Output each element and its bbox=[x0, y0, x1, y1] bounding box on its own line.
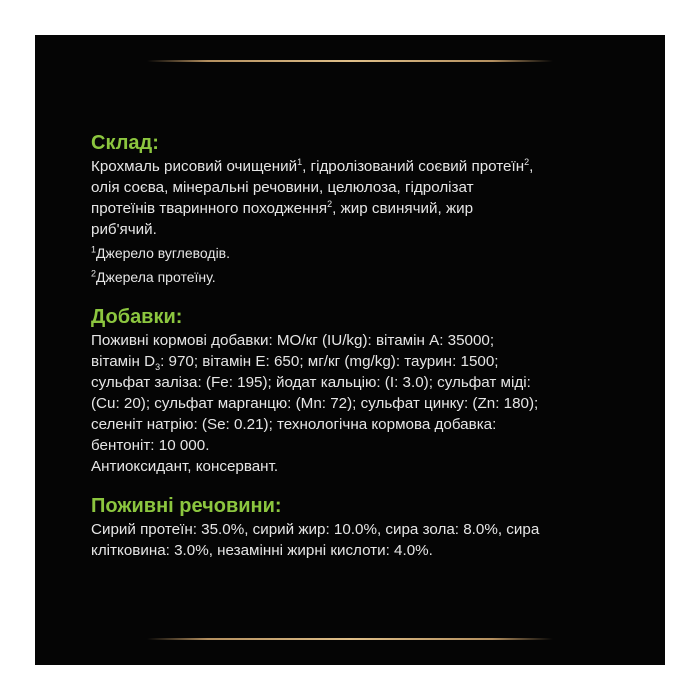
composition-text: , гідролізований соєвий протеїн bbox=[302, 158, 525, 175]
bottom-divider bbox=[147, 638, 553, 640]
composition-line-4: риб'ячий. bbox=[91, 221, 157, 238]
nutrients-section bbox=[91, 494, 631, 561]
footnote-ref: 2 bbox=[327, 198, 333, 209]
footnote-1 bbox=[91, 243, 631, 264]
additives-line-2 bbox=[91, 351, 631, 372]
composition-text: протеїнів тваринного походження bbox=[91, 200, 328, 217]
footnote-mark: 2 bbox=[91, 268, 97, 279]
additives-line-6: бентоніт: 10 000. bbox=[91, 437, 210, 454]
footnote-text: Джерело вуглеводів. bbox=[96, 245, 231, 261]
top-divider bbox=[147, 60, 553, 62]
nutrients-line-2: клітковина: 3.0%, незамінні жирні кислоти: 4.0%. bbox=[91, 542, 433, 559]
composition-line-1 bbox=[91, 156, 631, 177]
additives-section bbox=[91, 305, 631, 477]
composition-line-2: олія соєва, мінеральні речовини, целюлоза, гідролізат bbox=[91, 179, 474, 196]
footnote-ref: 1 bbox=[297, 156, 303, 167]
composition-section bbox=[91, 131, 631, 288]
composition-text: , bbox=[529, 158, 534, 175]
additives-line-4: (Cu: 20); сульфат марганцю: (Mn: 72); сульфат цинку: (Zn: 180); bbox=[91, 395, 539, 412]
additives-line-1: Поживні кормові добавки: МО/кг (IU/kg): вітамін А: 35000; bbox=[91, 332, 495, 349]
nutrients-line-1: Сирий протеїн: 35.0%, сирий жир: 10.0%, сира зола: 8.0%, сира bbox=[91, 521, 540, 538]
label-content bbox=[91, 131, 631, 578]
composition-text: Крохмаль рисовий очищений bbox=[91, 158, 298, 175]
footnote-2 bbox=[91, 267, 631, 288]
additives-line-5: селеніт натрію: (Se: 0.21); технологічна кормова добавка: bbox=[91, 416, 497, 433]
nutrients-heading: Поживні речовини: bbox=[91, 495, 282, 517]
additives-text: вітамін D bbox=[91, 353, 156, 370]
additives-heading: Добавки: bbox=[91, 306, 183, 328]
additives-line-7: Антиоксидант, консервант. bbox=[91, 458, 279, 475]
footnote-mark: 1 bbox=[91, 244, 97, 255]
additives-text: : 970; вітамін Е: 650; мг/кг (mg/kg): таурин: 1500; bbox=[160, 353, 499, 370]
footnote-text: Джерела протеїну. bbox=[96, 269, 216, 285]
subscript: 3 bbox=[155, 362, 161, 373]
composition-text: , жир свинячий, жир bbox=[332, 200, 474, 217]
footnote-ref: 2 bbox=[524, 156, 530, 167]
composition-line-3 bbox=[91, 198, 631, 219]
composition-heading: Склад: bbox=[91, 132, 159, 154]
additives-line-3: сульфат заліза: (Fe: 195); йодат кальцію: (I: 3.0); сульфат міді: bbox=[91, 374, 531, 391]
label-panel bbox=[35, 35, 665, 665]
